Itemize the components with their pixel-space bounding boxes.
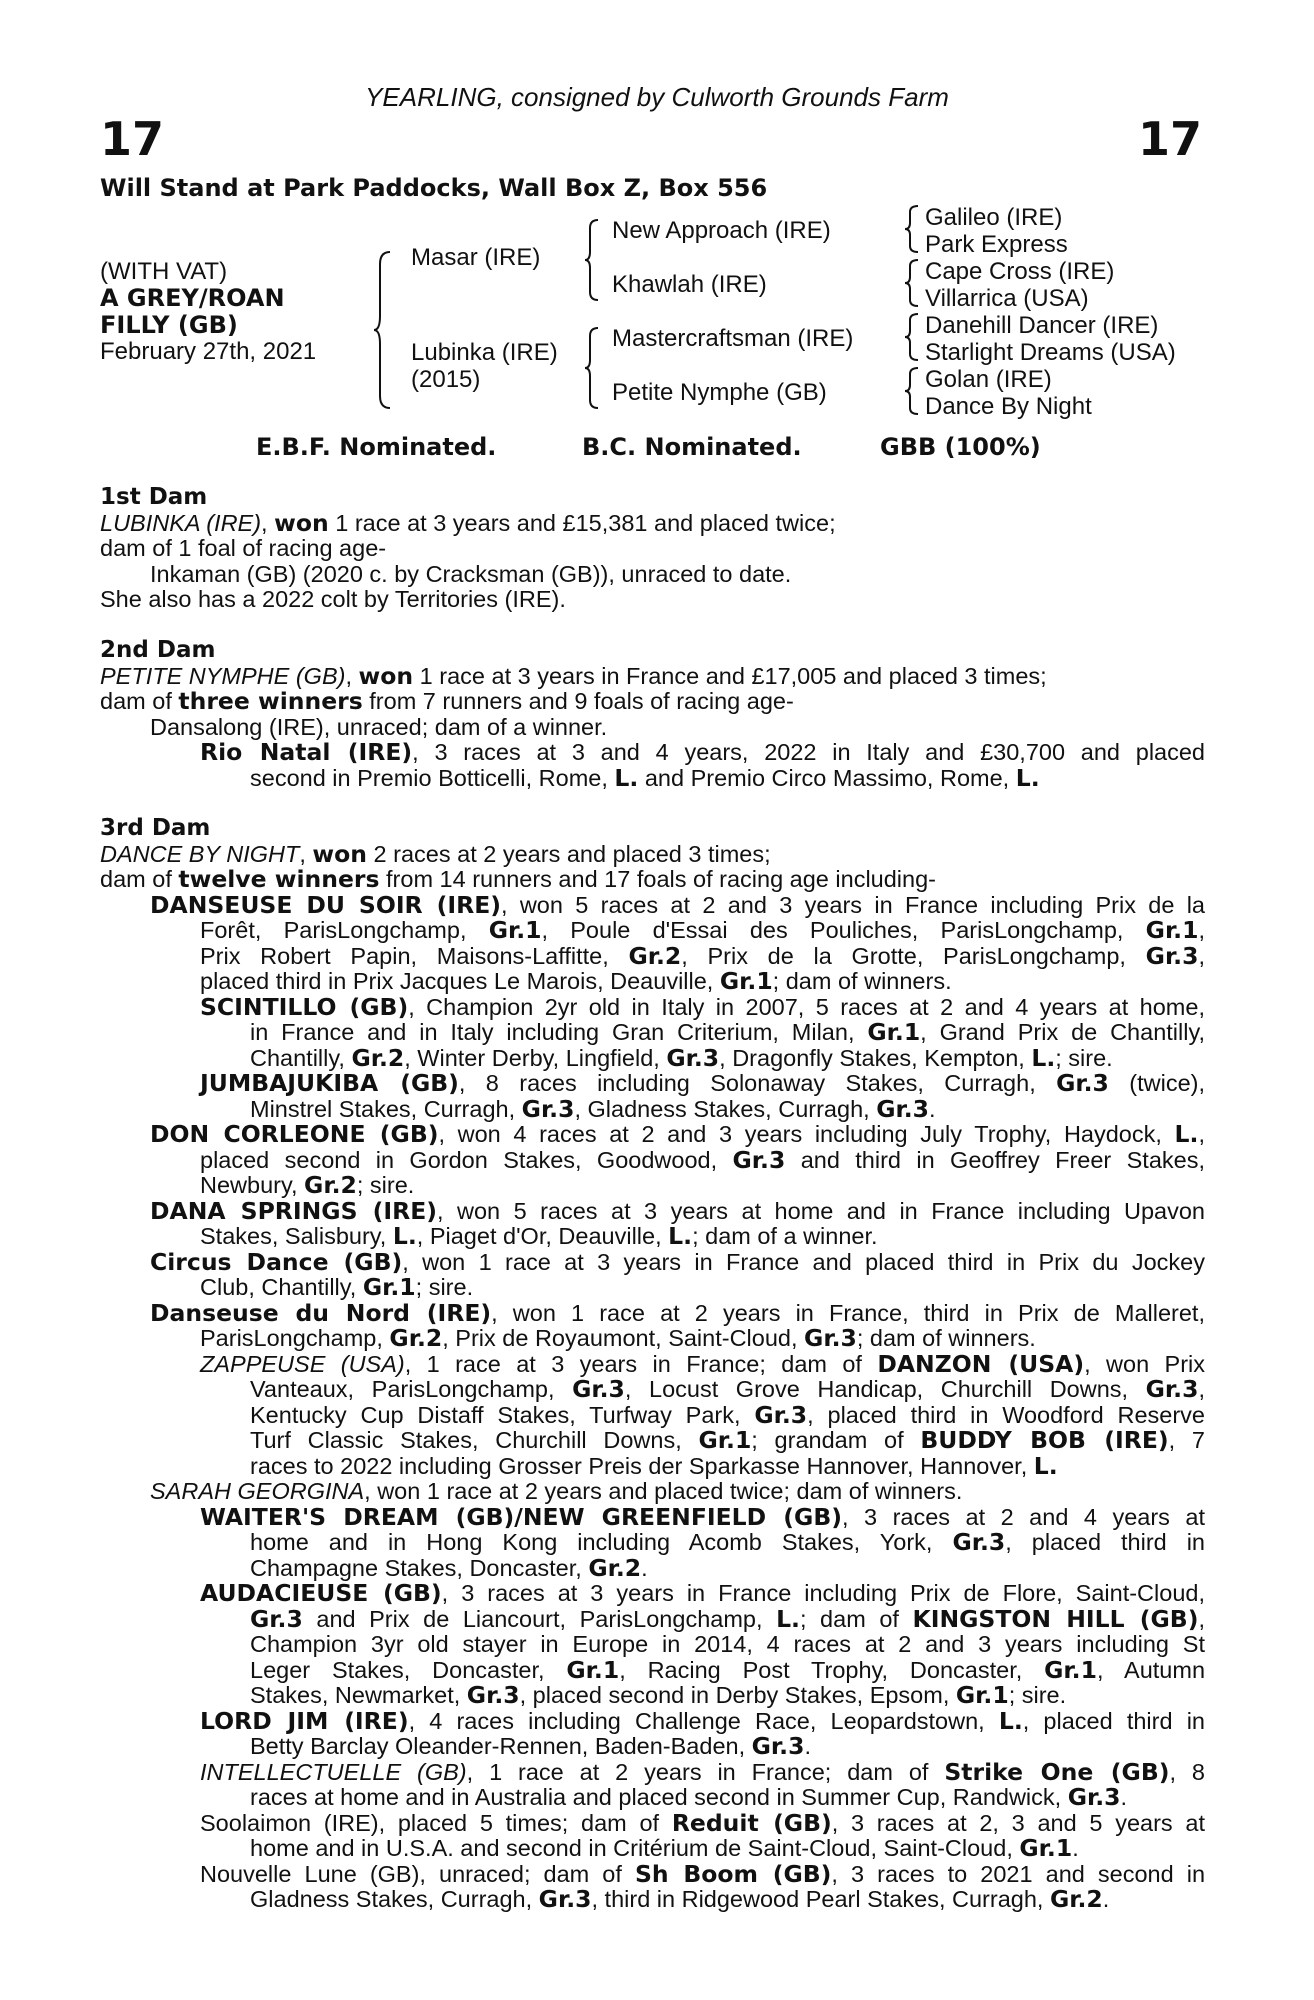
vat-note: (WITH VAT) [100, 258, 228, 285]
lot-number-left: 17 [100, 112, 165, 166]
intellectuelle-entry: INTELLECTUELLE (GB), 1 race at 2 years in France; dam of Strike One (GB), 8 [200, 1757, 1205, 1786]
gbb-rating: GBB (100%) [880, 433, 1041, 461]
ancestor-1: Galileo (IRE) [925, 204, 1063, 231]
sire: Masar (IRE) [411, 244, 541, 271]
sire-sire: New Approach (IRE) [612, 217, 831, 244]
jumbajukiba-entry: JUMBAJUKIBA (GB), 8 races including Solonaway Stakes, Curragh, Gr.3 (twice), [200, 1069, 1205, 1097]
pedigree-brace-g3 [903, 312, 921, 362]
third-dam-name: DANCE BY NIGHT [100, 840, 300, 867]
pedigree-brace-g2 [903, 258, 921, 308]
foaling-date: February 27th, 2021 [100, 338, 317, 365]
pedigree-brace-g1 [903, 204, 921, 254]
ancestor-7: Golan (IRE) [925, 366, 1052, 393]
soolaimon-entry: Soolaimon (IRE), placed 5 times; dam of Reduit (GB), 3 races at 2, 3 and 5 years at [200, 1808, 1205, 1837]
ancestor-5: Danehill Dancer (IRE) [925, 312, 1159, 339]
don-corleone-entry: DON CORLEONE (GB), won 4 races at 2 and 3 years including July Trophy, Haydock, L., [150, 1120, 1205, 1148]
ancestor-6: Starlight Dreams (USA) [925, 339, 1176, 366]
danseuse-du-soir-entry: DANSEUSE DU SOIR (IRE), won 5 races at 2 and 3 years in France including Prix de la [150, 890, 1205, 919]
audacieuse-entry: AUDACIEUSE (GB), 3 races at 3 years in France including Prix de Flore, Saint-Cloud, [200, 1579, 1205, 1607]
dam-dam: Petite Nymphe (GB) [612, 379, 827, 406]
pedigree-brace-g4 [903, 366, 921, 416]
nouvelle-lune-entry: Nouvelle Lune (GB), unraced; dam of Sh Boom (GB), 3 races to 2021 and second in [200, 1859, 1206, 1888]
second-dam-heading: 2nd Dam [100, 637, 216, 663]
dam-sire: Mastercraftsman (IRE) [612, 325, 854, 352]
rio-natal-entry: Rio Natal (IRE), 3 races at 3 and 4 years, 2022 in Italy and £30,700 and placed [200, 738, 1205, 766]
second-dam-section: 2nd Dam PETITE NYMPHE (GB), won 1 race at 3 years in France and £17,005 and placed 3 times; dam of three winners from 7 runners and 9 foals of racing age- Dansalong (IRE), unraced; dam of a winner. Rio Natal (IRE), 3 races at 3 and 4 years, 2022 in Italy and £30,700 and placed second in Premio Botticelli, Rome, L. and Premio Circo Massimo, Rome, L. [100, 637, 1205, 792]
dam-year: (2015) [411, 366, 481, 393]
third-dam-heading: 3rd Dam [100, 815, 211, 841]
first-dam-heading: 1st Dam [100, 484, 208, 510]
zappeuse-entry: ZAPPEUSE (USA), 1 race at 3 years in France; dam of DANZON (USA), won Prix [200, 1349, 1205, 1378]
sarah-georgina-entry: SARAH GEORGINA, won 1 race at 2 years and placed twice; dam of winners. [150, 1478, 963, 1504]
first-dam-section: 1st Dam LUBINKA (IRE), won 1 race at 3 years and £15,381 and placed twice; dam of 1 foal of racing age- Inkaman (GB) (2020 c. by Cracksman (GB)), unraced to date. She also has a 2022 colt by Territories (IRE). [100, 485, 1205, 613]
ebf-nominated: E.B.F. Nominated. [256, 433, 497, 461]
danseuse-du-nord-entry: Danseuse du Nord (IRE), won 1 race at 2 years in France, third in Prix de Malleret, [150, 1298, 1205, 1327]
second-dam-name: PETITE NYMPHE (GB) [100, 662, 346, 689]
horse-description-1: A GREY/ROAN [100, 284, 285, 312]
sire-dam: Khawlah (IRE) [612, 271, 767, 298]
ancestor-2: Park Express [925, 231, 1068, 258]
bc-nominated: B.C. Nominated. [582, 433, 802, 461]
stand-location: Will Stand at Park Paddocks, Wall Box Z, Box 556 [100, 174, 768, 202]
waiters-dream-entry: WAITER'S DREAM (GB)/NEW GREENFIELD (GB), 3 races at 2 and 4 years at [200, 1502, 1205, 1531]
pedigree-brace-main [372, 250, 394, 410]
produce-record: Inkaman (GB) (2020 c. by Cracksman (GB)), unraced to date. [150, 560, 792, 587]
circus-dance-entry: Circus Dance (GB), won 1 race at 3 years in France and placed third in Prix du Jockey [150, 1247, 1205, 1276]
consignment-line: YEARLING, consigned by Culworth Grounds Farm [365, 82, 949, 112]
lot-number-right: 17 [1137, 112, 1202, 166]
ancestor-3: Cape Cross (IRE) [925, 258, 1115, 285]
pedigree-brace-sire [583, 218, 601, 302]
ancestor-8: Dance By Night [925, 393, 1092, 420]
third-dam-section: 3rd Dam DANCE BY NIGHT, won 2 races at 2 years and placed 3 times; dam of twelve winners from 14 runners and 17 foals of racing age including- DANSEUSE DU SOIR (IRE), won 5 races at 2 and 3 years in France including Prix de la Forêt, ParisLongchamp, Gr.1, Poule d'Essai des Pouliches, ParisLongchamp, Gr.1, Prix Robert Papin, Maisons-Laffitte, Gr.2, Prix de la Grotte, ParisLongchamp, Gr.3, placed third in Prix Jacques Le Marois, Deauville, Gr.1; dam of winners. SCINTILLO (GB), Champion 2yr old in Italy in 2007, 5 races at 2 and 4 years at home, in France and in Italy including Gran Criterium, Milan, Gr.1, Grand Prix de Chantilly, Chantilly, Gr.2, Winter Derby, Lingfield, Gr.3, Dragonfly Stakes, Kempton, L.; sire. JUMBAJUKIBA (GB), 8 races including Solonaway Stakes, Curragh, Gr.3 (twice), Minstrel Stakes, Curragh, Gr.3, Gladness Stakes, Curragh, Gr.3. DON CORLEONE (GB), won 4 races at 2 and 3 years including July Trophy, Haydock, L., placed second in Gordon Stakes, Goodwood, Gr.3 and third in Geoffrey Freer Stakes, Newbury, Gr.2; sire. DANA SPRINGS (IRE), won 5 races at 3 years at home and in France including Upavon Stakes, Salisbury, L., Piaget d'Or, Deauville, L.; dam of a winner. Circus Dance (GB), won 1 race at 3 years in France and placed third in Prix du Jockey Club, Chantilly, Gr.1; sire. Danseuse du Nord (IRE), won 1 race at 2 years in France, third in Prix de Malleret, ParisLongchamp, Gr.2, Prix de Royaumont, Saint-Cloud, Gr.3; dam of winners. ZAPPEUSE (USA), 1 race at 3 years in France; dam of DANZON (USA), won Prix Vanteaux, ParisLongchamp, Gr.3, Locust Grove Handicap, Churchill Downs, Gr.3, Kentucky Cup Distaff Stakes, Turfway Park, Gr.3, placed third in Woodford Reserve Turf Classic Stakes, Churchill Downs, Gr.1; grandam of BUDDY BOB (IRE), 7 races to 2022 including Grosser Preis der Sparkasse Hannover, Hannover, L. SARAH GEORGINA, won 1 race at 2 years and placed twice; dam of winners. WAITER'S DREAM (GB)/NEW GREENFIELD (GB), 3 races at 2 and 4 years at home and in Hong Kong including Acomb Stakes, York, Gr.3, placed third in Champagne Stakes, Doncaster, Gr.2. AUDACIEUSE (GB), 3 races at 3 years in France including Prix de Flore, Saint-Cloud, Gr.3 and Prix de Liancourt, ParisLongchamp, L.; dam of KINGSTON HILL (GB), Champion 3yr old stayer in Europe in 2014, 4 races at 2 and 3 years including St Leger Stakes, Doncaster, Gr.1, Racing Post Trophy, Doncaster, Gr.1, Autumn Stakes, Newmarket, Gr.3, placed second in Derby Stakes, Epsom, Gr.1; sire. LORD JIM (IRE), 4 races including Challenge Race, Leopardstown, L., placed third in Betty Barclay Oleander-Rennen, Baden-Baden, Gr.3. INTELLECTUELLE (GB), 1 race at 2 years in France; dam of Strike One (GB), 8 races at home and in Australia and placed second in Summer Cup, Randwick, Gr.3. Soolaimon (IRE), placed 5 times; dam of Reduit (GB), 3 races at 2, 3 and 5 years at home and in U.S.A. and second in Critérium de Saint-Cloud, Saint-Cloud, Gr.1. Nouvelle Lune (GB), unraced; dam of Sh Boom (GB), 3 races to 2021 and second in Gladness Stakes, Curragh, Gr.3, third in Ridgewood Pearl Stakes, Curragh, Gr.2. [100, 815, 1206, 1913]
horse-description-2: FILLY (GB) [100, 311, 238, 339]
lord-jim-entry: LORD JIM (IRE), 4 races including Challenge Race, Leopardstown, L., placed third in [200, 1706, 1205, 1735]
dam: Lubinka (IRE) [411, 339, 558, 366]
scintillo-entry: SCINTILLO (GB), Champion 2yr old in Italy in 2007, 5 races at 2 and 4 years at home, [200, 992, 1205, 1021]
pedigree-brace-dam [583, 326, 601, 410]
first-dam-name: LUBINKA (IRE) [100, 509, 262, 536]
ancestor-4: Villarrica (USA) [925, 285, 1089, 312]
dana-springs-entry: DANA SPRINGS (IRE), won 5 races at 3 years at home and in France including Upavon [150, 1196, 1206, 1225]
